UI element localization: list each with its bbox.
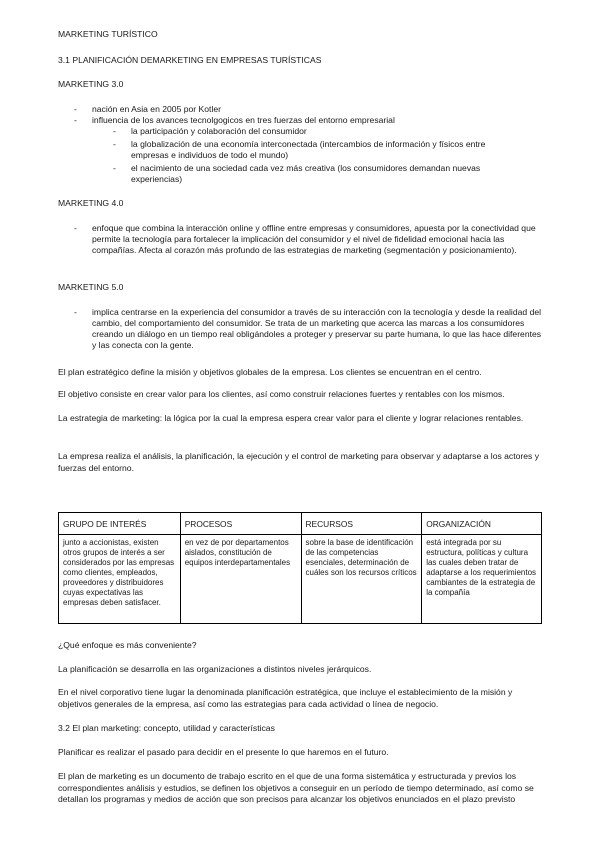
table-header-cell: RECURSOS xyxy=(301,513,422,535)
list-item: influencia de los avances tecnolgogicos en tres fuerzas del entorno empresarial xyxy=(92,115,395,125)
table-cell: en vez de por departamentos aislados, constitución de equipos interdepartamentales xyxy=(180,535,301,624)
stakeholder-table xyxy=(58,512,542,624)
bullet-dash-icon: - xyxy=(113,126,116,136)
table-header-row xyxy=(59,513,542,535)
table-row xyxy=(59,535,542,624)
bullet-dash-icon: - xyxy=(74,223,77,233)
table-header-cell: PROCESOS xyxy=(180,513,301,535)
paragraph: La planificación se desarrolla en las organizaciones a distintos niveles jerárquicos. xyxy=(58,664,372,674)
paragraph: Planificar es realizar el pasado para decidir en el presente lo que haremos en el futuro. xyxy=(58,747,389,757)
bullet-dash-icon: - xyxy=(74,307,77,317)
section-heading: 3.1 PLANIFICACIÓN DEMARKETING EN EMPRESAS TURÍSTICAS xyxy=(58,55,322,65)
table-cell: junto a accionistas, existen otros grupos de interés a ser considerados por las empresas como clientes, empleados, proveedores y distribuidores cuyas expectativas las empresas deben satisfacer. xyxy=(59,535,181,624)
table-cell: está integrada por su estructura, políticas y cultura las cuales deben tratar de adaptarse a los requerimientos cambiantes de la estrategia de la compañía xyxy=(422,535,542,624)
section-heading-2: 3.2 El plan marketing: concepto, utilidad y características xyxy=(58,723,275,733)
table-cell: sobre la base de identificación de las competencias esenciales, determinación de cuáles son los recursos críticos xyxy=(301,535,422,624)
table-header-cell: ORGANIZACIÓN xyxy=(422,513,542,535)
list-item: implica centrarse en la experiencia del consumidor a través de su interacción con la tecnología y desde la realidad del cambio, del comportamiento del consumidor. Se trata de un marketing que acerca las marcas a los consumidores creando un diálogo en un tiempo real obligándoles a proteger y preservar su parte humana, lo que las hace diferentes y las conecta con la gente. xyxy=(92,307,542,350)
sub-list-item: la participación y colaboración del consumidor xyxy=(131,126,307,136)
paragraph: El objetivo consiste en crear valor para los clientes, así como construir relaciones fuertes y rentables con los mismos. xyxy=(58,389,505,399)
paragraph: La empresa realiza el análisis, la planificación, la ejecución y el control de marketing para observar y adaptarse a los actores y fuerzas del entorno. xyxy=(58,451,540,473)
sub-list-item: el nacimiento de una sociedad cada vez más creativa (los consumidores demandan nuevas experiencias) xyxy=(131,163,481,184)
bullet-dash-icon: - xyxy=(113,163,116,173)
table-header-cell: GRUPO DE INTERÉS xyxy=(59,513,181,535)
list-item: enfoque que combina la interacción online y offline entre empresas y consumidores, apuesta por la conectividad que permite la tecnología para fortalecer la implicación del consumidor y el nivel de fidelidad emocional hacia las compañías. Afecta al corazón más profundo de las estrategias de marketing (segmentación y posicionamiento). xyxy=(92,223,536,255)
marketing-5-heading: MARKETING 5.0 xyxy=(58,282,124,292)
paragraph: El plan de marketing es un documento de trabajo escrito en el que de una forma sistemática y estructurada y previos los correspondientes análisis y estudios, se definen los objetivos a conseguir en un período de tiempo determinado, así como se detallan los programas y medios de acción que son precisos para alcanzar los objetivos enunciados en el plazo previsto xyxy=(58,771,534,804)
marketing-4-heading: MARKETING 4.0 xyxy=(58,198,124,208)
paragraph: En el nivel corporativo tiene lugar la denominada planificación estratégica, que incluye el establecimiento de la misión y objetivos generales de la empresa, así como las estrategias para cada actividad o línea de negocio. xyxy=(58,687,513,709)
list-item: nación en Asia en 2005 por Kotler xyxy=(92,104,221,114)
question: ¿Qué enfoque es más conveniente? xyxy=(58,640,197,650)
paragraph: El plan estratégico define la misión y objetivos globales de la empresa. Los clientes se encuentran en el centro. xyxy=(58,367,482,377)
marketing-3-heading: MARKETING 3.0 xyxy=(58,79,124,89)
sub-list-item: la globalización de una economía interconectada (intercambios de información y físicos entre empresas e individuos de todo el mundo) xyxy=(131,139,486,160)
bullet-dash-icon: - xyxy=(74,115,77,125)
bullet-dash-icon: - xyxy=(113,139,116,149)
document-title: MARKETING TURÍSTICO xyxy=(58,29,158,39)
paragraph: La estrategia de marketing: la lógica por la cual la empresa espera crear valor para el cliente y lograr relaciones rentables. xyxy=(58,413,524,423)
bullet-dash-icon: - xyxy=(74,104,77,114)
